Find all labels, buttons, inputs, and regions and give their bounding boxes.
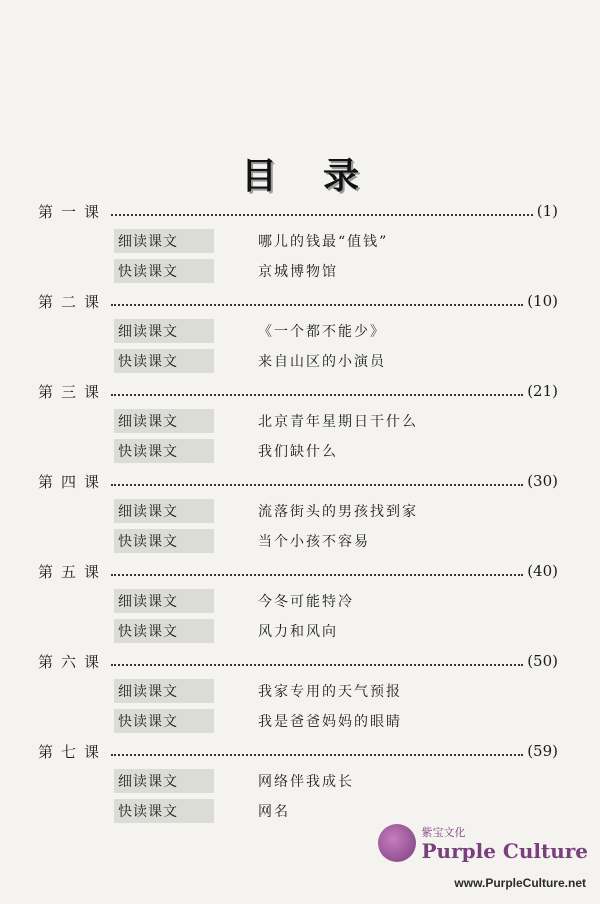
lesson-label: 第五课 (38, 562, 108, 581)
lesson-entry (38, 286, 558, 376)
reading-row[interactable] (38, 796, 558, 826)
reading-type-tag: 快读课文 (114, 349, 214, 373)
reading-row[interactable] (38, 586, 558, 616)
reading-type-tag: 细读课文 (114, 499, 214, 523)
reading-type-tag: 快读课文 (114, 529, 214, 553)
reading-title: 京城博物馆 (258, 264, 338, 280)
page-number: (21) (527, 382, 558, 400)
page-number: (10) (527, 292, 558, 310)
lesson-row[interactable] (38, 196, 558, 226)
reading-row[interactable] (38, 406, 558, 436)
purple-culture-logo-icon (378, 824, 416, 862)
toc-heading (0, 148, 600, 199)
reading-type-tag: 快读课文 (114, 709, 214, 733)
lesson-entry (38, 466, 558, 556)
reading-title: 网络伴我成长 (258, 774, 354, 790)
lesson-label: 第四课 (38, 472, 108, 491)
dot-leader (111, 214, 533, 216)
reading-row[interactable] (38, 436, 558, 466)
reading-title: 风力和风向 (258, 624, 338, 640)
reading-row[interactable] (38, 706, 558, 736)
page-number: (1) (536, 202, 558, 220)
table-of-contents (38, 196, 558, 826)
reading-title: 今冬可能特冷 (258, 594, 354, 610)
reading-title: 哪儿的钱最“值钱” (258, 234, 389, 250)
website-url: www.PurpleCulture.net (454, 876, 586, 890)
reading-type-tag: 快读课文 (114, 259, 214, 283)
reading-row[interactable] (38, 766, 558, 796)
reading-row[interactable] (38, 226, 558, 256)
dot-leader (111, 484, 523, 486)
lesson-row[interactable] (38, 466, 558, 496)
logo-cn-text: 紫宝文化 (421, 826, 466, 839)
reading-row[interactable] (38, 616, 558, 646)
reading-title: 我家专用的天气预报 (258, 684, 402, 700)
page-number: (50) (527, 652, 558, 670)
reading-row[interactable] (38, 256, 558, 286)
lesson-label: 第七课 (38, 742, 108, 761)
dot-leader (111, 664, 523, 666)
lesson-row[interactable] (38, 736, 558, 766)
reading-title: 《一个都不能少》 (258, 324, 386, 340)
lesson-label: 第六课 (38, 652, 108, 671)
lesson-row[interactable] (38, 556, 558, 586)
heading-char-2: 录 (323, 156, 360, 197)
reading-type-tag: 细读课文 (114, 589, 214, 613)
lesson-row[interactable] (38, 646, 558, 676)
lesson-entry (38, 376, 558, 466)
reading-title: 我们缺什么 (258, 444, 338, 460)
reading-type-tag: 细读课文 (114, 409, 214, 433)
lesson-entry (38, 736, 558, 826)
page-number: (59) (527, 742, 558, 760)
logo-en-text: Purple Culture (421, 839, 588, 863)
reading-row[interactable] (38, 346, 558, 376)
reading-title: 流落街头的男孩找到家 (258, 504, 418, 520)
publisher-logo (378, 824, 588, 862)
lesson-label: 第二课 (38, 292, 108, 311)
reading-row[interactable] (38, 526, 558, 556)
reading-type-tag: 细读课文 (114, 319, 214, 343)
reading-title: 当个小孩不容易 (258, 534, 370, 550)
dot-leader (111, 304, 523, 306)
lesson-row[interactable] (38, 376, 558, 406)
reading-title: 来自山区的小演员 (258, 354, 386, 370)
reading-type-tag: 快读课文 (114, 799, 214, 823)
dot-leader (111, 754, 523, 756)
lesson-label: 第一课 (38, 202, 108, 221)
dot-leader (111, 574, 523, 576)
reading-title: 北京青年星期日干什么 (258, 414, 418, 430)
lesson-row[interactable] (38, 286, 558, 316)
reading-row[interactable] (38, 496, 558, 526)
reading-type-tag: 细读课文 (114, 229, 214, 253)
reading-type-tag: 快读课文 (114, 439, 214, 463)
lesson-entry (38, 646, 558, 736)
lesson-entry (38, 556, 558, 646)
reading-row[interactable] (38, 316, 558, 346)
reading-type-tag: 细读课文 (114, 679, 214, 703)
lesson-label: 第三课 (38, 382, 108, 401)
page-number: (40) (527, 562, 558, 580)
heading-char-1: 目 (240, 156, 277, 197)
reading-title: 网名 (258, 804, 290, 820)
reading-type-tag: 快读课文 (114, 619, 214, 643)
reading-type-tag: 细读课文 (114, 769, 214, 793)
reading-title: 我是爸爸妈妈的眼睛 (258, 714, 402, 730)
dot-leader (111, 394, 523, 396)
lesson-entry (38, 196, 558, 286)
reading-row[interactable] (38, 676, 558, 706)
page-number: (30) (527, 472, 558, 490)
